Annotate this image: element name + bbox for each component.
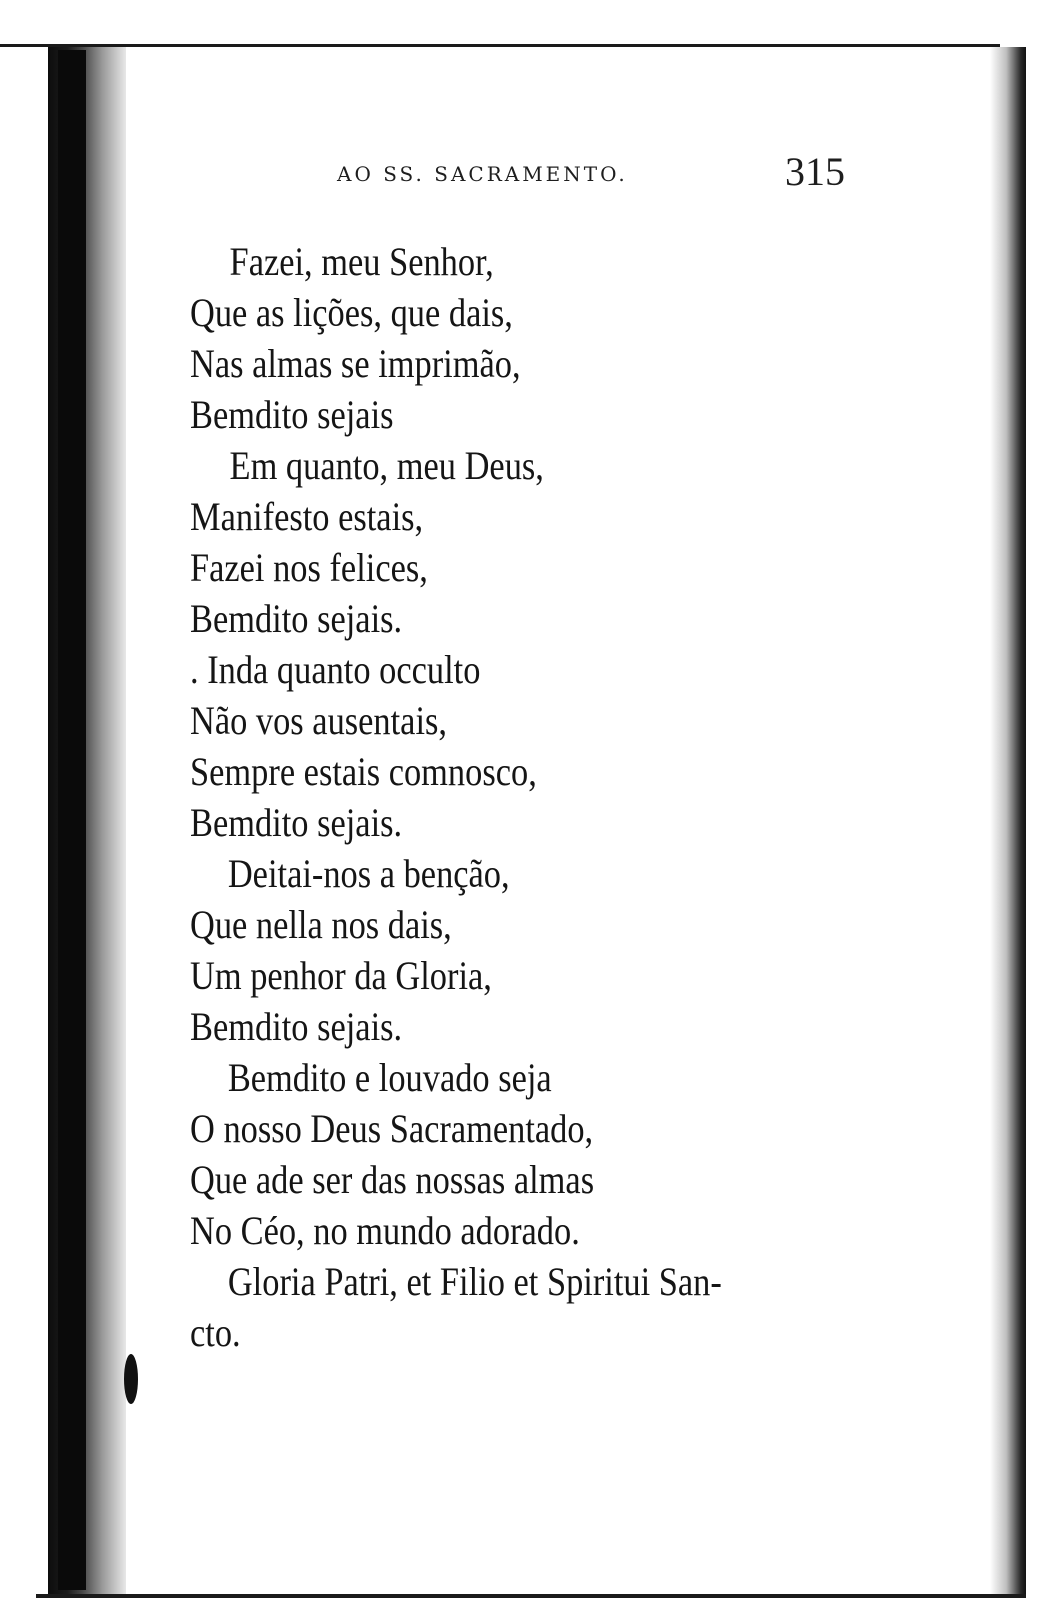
verse-line: No Céo, no mundo adorado. (190, 1208, 580, 1253)
verse-line: Não vos ausentais, (190, 698, 447, 743)
verse-line: Sempre estais comnosco, (190, 749, 537, 794)
verse-line: Bemdito sejais. (190, 1004, 403, 1049)
verse-line: cto. (190, 1310, 241, 1355)
verse-line: Nas almas se imprimão, (190, 341, 521, 386)
bottom-scan-edge (36, 1594, 1026, 1598)
verse-line: Que nella nos dais, (190, 902, 452, 947)
page-number: 315 (785, 149, 845, 194)
verse-line: Que ade ser das nossas almas (190, 1157, 595, 1202)
verse-line: Fazei, meu Senhor, (229, 239, 494, 284)
hymn-text (190, 236, 722, 1358)
verse-line: Gloria Patri, et Filio et Spiritui San- (227, 1259, 722, 1304)
verse-line: Bemdito sejais. (190, 596, 403, 641)
verse-line: . Inda quanto occulto (190, 647, 481, 692)
verse-line: Que as lições, que dais, (190, 290, 513, 335)
verse-line: Fazei nos felices, (190, 545, 428, 590)
verse-line: Um penhor da Gloria, (190, 953, 492, 998)
verse-line: O nosso Deus Sacramentado, (190, 1106, 594, 1151)
verse-line: Em quanto, meu Deus, (229, 443, 544, 488)
running-title: AO SS. SACRAMENTO. (337, 162, 628, 186)
verse-line: Bemdito sejais (190, 392, 394, 437)
right-page-edge (990, 47, 1026, 1595)
verse-line: Bemdito sejais. (190, 800, 403, 845)
ink-blot (124, 1354, 138, 1404)
binding-gutter (58, 50, 86, 1590)
verse-line: Deitai-nos a benção, (227, 851, 510, 896)
top-scan-edge (0, 44, 1000, 47)
verse-line: Bemdito e louvado seja (227, 1055, 552, 1100)
verse-line: Manifesto estais, (190, 494, 424, 539)
